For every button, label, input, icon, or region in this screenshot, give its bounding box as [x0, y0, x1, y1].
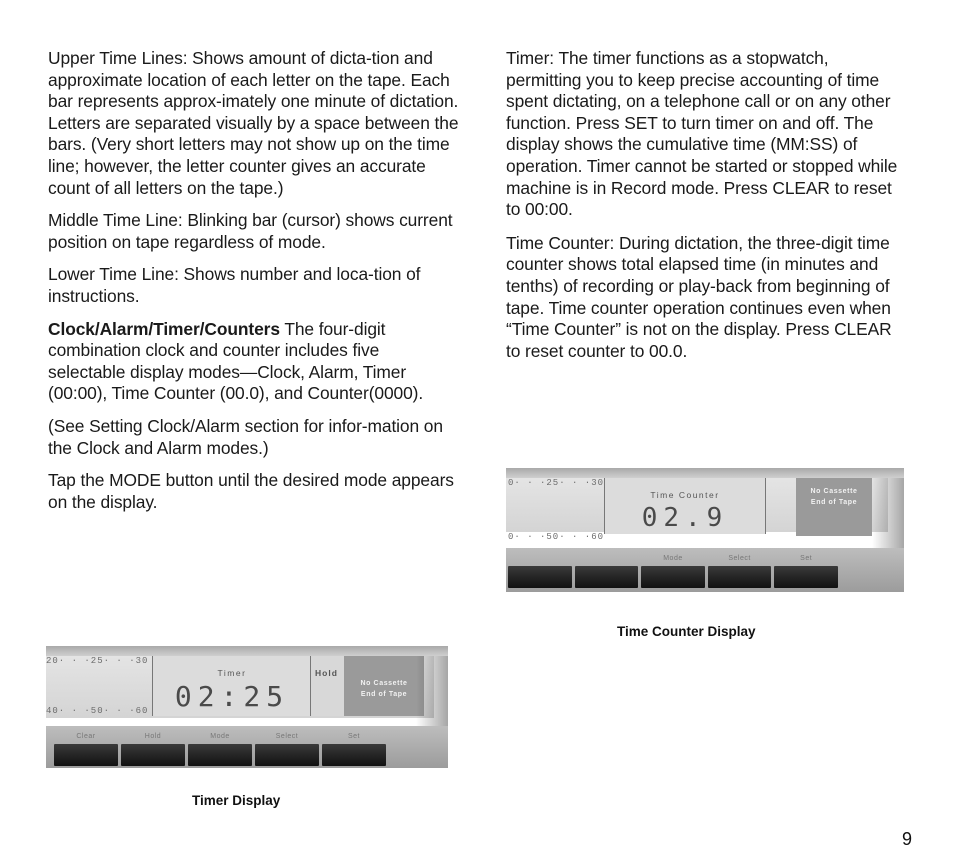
device-button-select-label: Select	[275, 733, 299, 740]
time-counter-paragraph: Time Counter: During dictation, the three-digit time counter shows total elapsed time (in minutes and tenths) of recording or play-back from beginning of tape. Time counter operation continues even when “Time Counter” is not on the display. Press CLEAR to reset counter to 00.0.	[506, 232, 892, 361]
lcd-value: 02:25	[174, 680, 290, 713]
clock-counters-heading: Clock/Alarm/Timer/Counters	[48, 318, 280, 339]
warning-no-cassette: No Cassette	[810, 488, 858, 495]
device-button-1	[508, 566, 572, 588]
device-button-select	[708, 555, 772, 588]
lcd-mode-label: Time Counter	[650, 490, 720, 500]
warning-panel	[344, 656, 424, 716]
device-button-mode-label: Mode	[663, 555, 683, 562]
device-button-set-label: Set	[347, 733, 360, 740]
left-column	[48, 48, 460, 524]
lower-time-line-paragraph: Lower Time Line: Shows number and loca-tion of instructions.	[48, 264, 421, 306]
timer-display-caption: Timer Display	[192, 793, 281, 808]
scale-lower: 0· · ·50· · ·60	[508, 532, 605, 542]
tap-mode-paragraph: Tap the MODE button until the desired mode appears on the display.	[48, 470, 454, 512]
device-button-clear	[54, 733, 118, 766]
middle-time-line-paragraph: Middle Time Line: Blinking bar (cursor) shows current position on tape regardless of mode.	[48, 210, 453, 252]
lcd-screen	[152, 656, 312, 716]
device-button-hold	[121, 733, 185, 766]
device-button-mode	[641, 555, 705, 588]
device-button-mode	[188, 733, 252, 766]
device-top-lip	[46, 646, 448, 656]
warning-end-of-tape: End of Tape	[810, 499, 858, 506]
device-button-hold-label: Hold	[144, 733, 162, 740]
device-button-row	[508, 555, 838, 588]
lcd-screen	[604, 478, 766, 534]
time-counter-display-caption: Time Counter Display	[617, 624, 756, 639]
scale-lower: 40· · ·50· · ·60	[46, 706, 149, 716]
lcd-mode-label: Timer	[217, 668, 247, 678]
device-top-lip	[506, 468, 904, 478]
page-number: 9	[901, 829, 912, 849]
clock-counters-body: The four-digit combination clock and counter includes five selectable display modes—Clock, Alarm, Timer (00:00), Time Counter (00.0), and Counter(0000).	[48, 318, 424, 404]
scale-upper: 0· · ·25· · ·30	[508, 478, 605, 488]
see-setting-paragraph: (See Setting Clock/Alarm section for infor-mation on the Clock and Alarm modes.)	[48, 415, 443, 458]
device-button-2	[575, 566, 639, 588]
warning-panel	[796, 478, 872, 536]
warning-no-cassette: No Cassette	[360, 680, 408, 687]
scale-upper: 20· · ·25· · ·30	[46, 656, 149, 666]
upper-time-lines-paragraph: Upper Time Lines: Shows amount of dicta-tion and approximate location of each letter on the tape. Each bar represents approx-imately one minute of dictation. Letters are separated visually by a space between the bars. (Very short letters may not show up on the time line; however, the letter counter gives an accurate count of all letters on the tape.)	[48, 48, 459, 198]
device-button-set	[322, 733, 386, 766]
timer-display-photo	[46, 646, 448, 768]
right-column	[506, 48, 906, 374]
hold-indicator-cell	[310, 656, 345, 716]
timer-paragraph: Timer: The timer functions as a stopwatch, permitting you to keep precise accounting of time spent dictating, on a telephone call or on any other function. Press SET to turn timer on and off. The display shows the cumulative time (MM:SS) of operation. Timer cannot be started or stopped while machine is in Record mode. Press CLEAR to reset to 00:00.	[506, 48, 898, 220]
hold-indicator: Hold	[315, 668, 338, 678]
device-button-select	[255, 733, 319, 766]
device-button-set-label: Set	[800, 555, 813, 562]
device-button-clear-label: Clear	[76, 733, 96, 740]
time-counter-display-photo	[506, 468, 904, 592]
warning-end-of-tape: End of Tape	[360, 691, 408, 698]
device-button-select-label: Select	[728, 555, 751, 562]
lcd-value: 02.9	[641, 503, 729, 533]
device-button-set	[774, 555, 838, 588]
clock-counters-paragraph	[48, 319, 460, 405]
device-button-mode-label: Mode	[210, 733, 230, 740]
device-button-row	[54, 733, 386, 766]
